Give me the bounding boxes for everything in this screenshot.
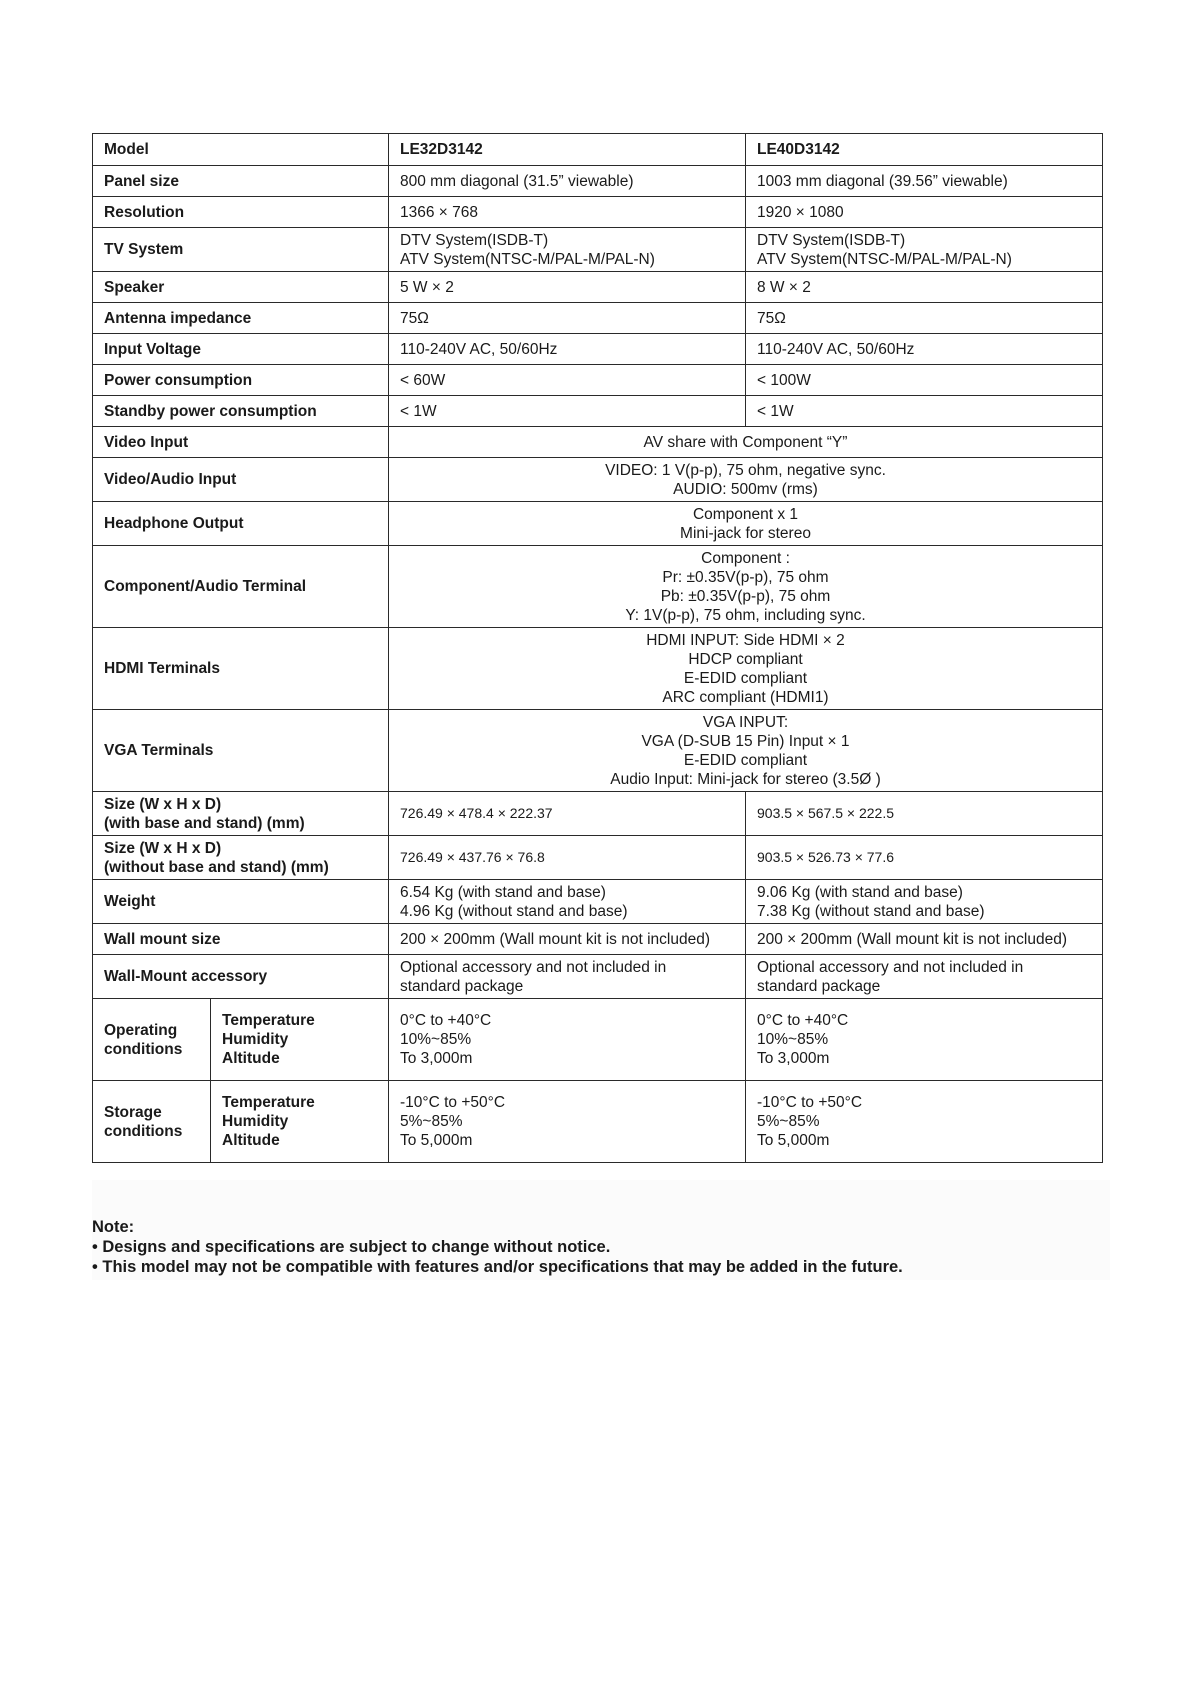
table-row	[93, 955, 1103, 999]
table-row	[93, 197, 1103, 228]
model-b-value	[746, 999, 1103, 1081]
row-label: VGA Terminals	[93, 710, 389, 792]
multiline-text: VGA INPUT: VGA (D-SUB 15 Pin) Input × 1 E-EDID compliant Audio Input: Mini-jack for stereo (3.5Ø )	[610, 713, 881, 788]
model-a-value: 110-240V AC, 50/60Hz	[389, 334, 746, 365]
note-title: Note:	[92, 1218, 135, 1236]
table-row	[93, 710, 1103, 792]
table-row	[93, 228, 1103, 272]
table-row	[93, 334, 1103, 365]
multiline-text: Component : Pr: ±0.35V(p-p), 75 ohm Pb: ±0.35V(p-p), 75 ohm Y: 1V(p-p), 75 ohm, including sync.	[625, 549, 866, 624]
multiline-text: Temperature Humidity Altitude	[222, 1094, 315, 1149]
param-labels	[211, 999, 389, 1081]
model-header-label: Model	[93, 134, 389, 166]
model-a-value: 75Ω	[389, 303, 746, 334]
model-b-value: 1003 mm diagonal (39.56” viewable)	[746, 166, 1103, 197]
table-row	[93, 999, 1103, 1081]
row-label	[93, 999, 211, 1081]
shared-value	[389, 458, 1103, 502]
model-b-value: 110-240V AC, 50/60Hz	[746, 334, 1103, 365]
model-b-value	[746, 880, 1103, 924]
row-label: Wall-Mount accessory	[93, 955, 389, 999]
multiline-text: HDMI INPUT: Side HDMI × 2 HDCP compliant E-EDID compliant ARC compliant (HDMI1)	[646, 631, 845, 706]
model-b-value: 200 × 200mm (Wall mount kit is not included)	[746, 924, 1103, 955]
model-a-value: 800 mm diagonal (31.5” viewable)	[389, 166, 746, 197]
row-label: Weight	[93, 880, 389, 924]
note-section	[92, 1180, 1110, 1280]
model-b-value: 8 W × 2	[746, 272, 1103, 303]
table-row	[93, 272, 1103, 303]
note-bullet: • This model may not be compatible with features and/or specifications that may be added in the future.	[92, 1258, 903, 1276]
row-label: Resolution	[93, 197, 389, 228]
model-b-value	[746, 955, 1103, 999]
model-b-value: 903.5 × 567.5 × 222.5	[746, 792, 1103, 836]
shared-value	[389, 502, 1103, 546]
model-a-value: < 60W	[389, 365, 746, 396]
table-row	[93, 458, 1103, 502]
row-label: Input Voltage	[93, 334, 389, 365]
multiline-text: Operating conditions	[104, 1021, 183, 1058]
table-row	[93, 924, 1103, 955]
multiline-text: Component x 1 Mini-jack for stereo	[680, 505, 811, 542]
multiline-text: -10°C to +50°C 5%~85% To 5,000m	[400, 1094, 506, 1149]
table-row	[93, 792, 1103, 836]
shared-value: AV share with Component “Y”	[389, 427, 1103, 458]
row-label: Video Input	[93, 427, 389, 458]
model-b-value: 1920 × 1080	[746, 197, 1103, 228]
row-label: Speaker	[93, 272, 389, 303]
multiline-text: Optional accessory and not included in standard package	[400, 958, 667, 995]
table-row	[93, 365, 1103, 396]
row-label: TV System	[93, 228, 389, 272]
model-a-value: < 1W	[389, 396, 746, 427]
table-row	[93, 166, 1103, 197]
table-row	[93, 396, 1103, 427]
row-label: HDMI Terminals	[93, 628, 389, 710]
model-b-value: < 100W	[746, 365, 1103, 396]
multiline-text: -10°C to +50°C 5%~85% To 5,000m	[757, 1094, 863, 1149]
model-b-value: < 1W	[746, 396, 1103, 427]
shared-value	[389, 628, 1103, 710]
multiline-text: 9.06 Kg (with stand and base) 7.38 Kg (without stand and base)	[757, 883, 985, 920]
row-label: Video/Audio Input	[93, 458, 389, 502]
model-a-value: 726.49 × 478.4 × 222.37	[389, 792, 746, 836]
multiline-text: Temperature Humidity Altitude	[222, 1012, 315, 1067]
model-a-value	[389, 228, 746, 272]
model-b-value: 903.5 × 526.73 × 77.6	[746, 836, 1103, 880]
model-a-value: 5 W × 2	[389, 272, 746, 303]
model-b-value	[746, 1081, 1103, 1163]
multiline-text: Size (W x H x D) (with base and stand) (mm)	[104, 795, 305, 832]
spec-table	[92, 133, 1103, 1163]
note-bullet: • Designs and specifications are subject to change without notice.	[92, 1238, 611, 1256]
row-label: Power consumption	[93, 365, 389, 396]
model-a-value: 726.49 × 437.76 × 76.8	[389, 836, 746, 880]
multiline-text: VIDEO: 1 V(p-p), 75 ohm, negative sync. AUDIO: 500mv (rms)	[605, 461, 886, 498]
model-a-name: LE32D3142	[389, 134, 746, 166]
table-row	[93, 427, 1103, 458]
shared-value	[389, 710, 1103, 792]
row-label: Panel size	[93, 166, 389, 197]
multiline-text: 0°C to +40°C 10%~85% To 3,000m	[400, 1012, 492, 1067]
table-row	[93, 303, 1103, 334]
table-row	[93, 880, 1103, 924]
model-a-value	[389, 1081, 746, 1163]
multiline-text: 6.54 Kg (with stand and base) 4.96 Kg (without stand and base)	[400, 883, 628, 920]
multiline-text: DTV System(ISDB-T) ATV System(NTSC-M/PAL-M/PAL-N)	[757, 231, 1012, 268]
model-a-value	[389, 880, 746, 924]
model-a-value	[389, 999, 746, 1081]
model-b-value: 75Ω	[746, 303, 1103, 334]
table-row	[93, 1081, 1103, 1163]
row-label	[93, 792, 389, 836]
table-row	[93, 546, 1103, 628]
model-a-value: 200 × 200mm (Wall mount kit is not included)	[389, 924, 746, 955]
row-label	[93, 1081, 211, 1163]
table-row	[93, 134, 1103, 166]
multiline-text: Optional accessory and not included in standard package	[757, 958, 1024, 995]
multiline-text: 0°C to +40°C 10%~85% To 3,000m	[757, 1012, 849, 1067]
multiline-text: Size (W x H x D) (without base and stand) (mm)	[104, 839, 329, 876]
table-row	[93, 628, 1103, 710]
row-label: Wall mount size	[93, 924, 389, 955]
row-label: Antenna impedance	[93, 303, 389, 334]
model-a-value: 1366 × 768	[389, 197, 746, 228]
model-b-name: LE40D3142	[746, 134, 1103, 166]
row-label	[93, 836, 389, 880]
row-label: Headphone Output	[93, 502, 389, 546]
table-row	[93, 836, 1103, 880]
row-label: Component/Audio Terminal	[93, 546, 389, 628]
multiline-text: DTV System(ISDB-T) ATV System(NTSC-M/PAL-M/PAL-N)	[400, 231, 655, 268]
shared-value	[389, 546, 1103, 628]
row-label: Standby power consumption	[93, 396, 389, 427]
model-a-value	[389, 955, 746, 999]
param-labels	[211, 1081, 389, 1163]
model-b-value	[746, 228, 1103, 272]
multiline-text: Storage conditions	[104, 1103, 183, 1140]
table-row	[93, 502, 1103, 546]
